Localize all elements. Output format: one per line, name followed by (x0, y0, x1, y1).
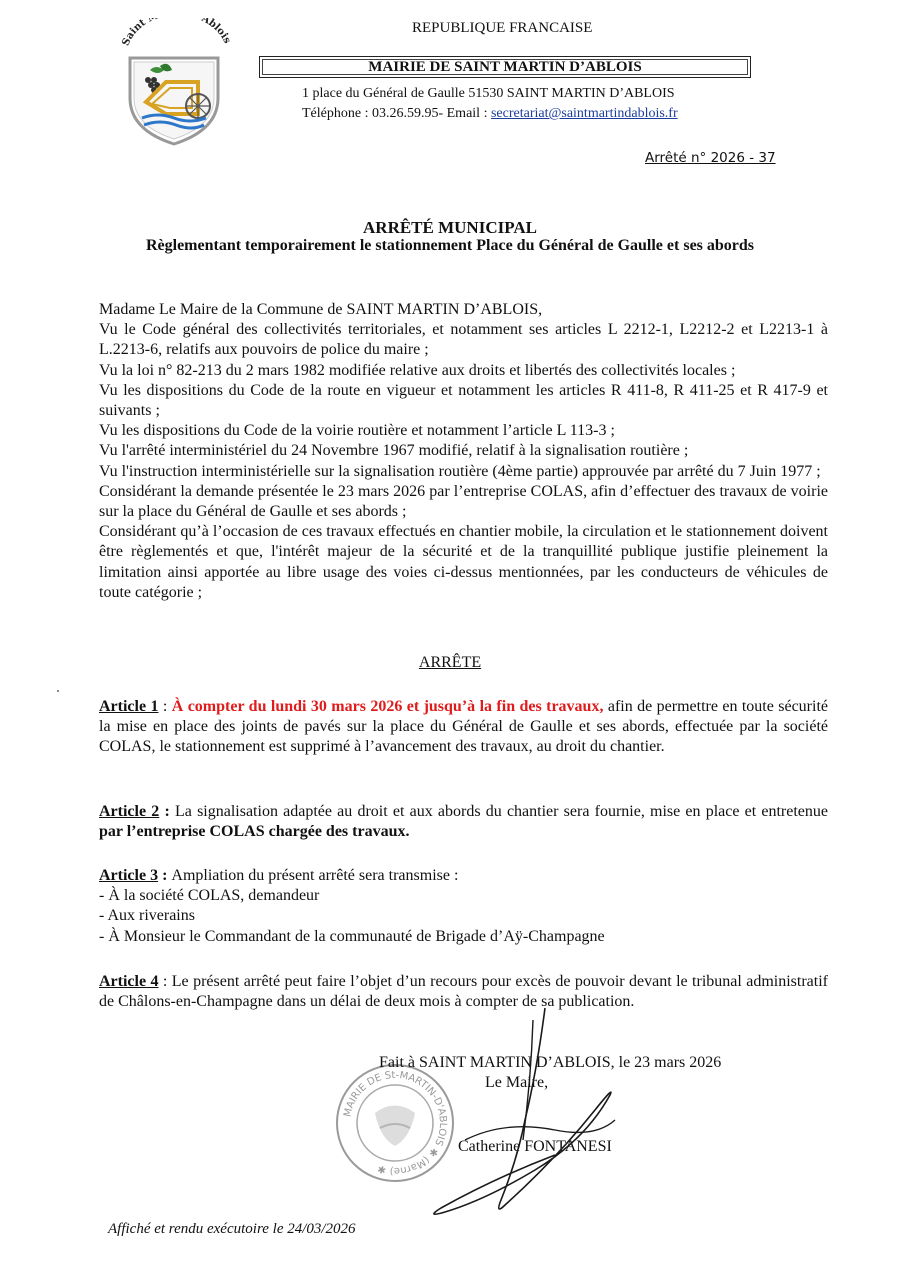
article-3-text: Ampliation du présent arrêté sera transmise : (171, 867, 459, 884)
mairie-address: 1 place du Général de Gaulle 51530 SAINT MARTIN D’ABLOIS (302, 86, 675, 101)
article-4-label: Article 4 (99, 973, 159, 990)
phone-text: Téléphone : 03.26.59.95- Email : (302, 106, 491, 121)
preamble-line: Vu les dispositions du Code de la voirie routière et notamment l’article L 113-3 ; (99, 422, 615, 440)
page-subtitle: Règlementant temporairement le stationnement Place du Général de Gaulle et ses abords (145, 237, 755, 254)
arrete-heading: ARRÊTE (418, 654, 482, 671)
preamble-line: Vu la loi n° 82-213 du 2 mars 1982 modifiée relative aux droits et libertés des collectivités locales ; (99, 361, 736, 379)
article-3 (99, 866, 828, 947)
arrete-number: Arrêté n° 2026 - 37 (645, 150, 776, 166)
list-item: - À la société COLAS, demandeur (99, 887, 320, 905)
town-logo (112, 18, 236, 148)
article-2-label: Article 2 (99, 803, 160, 820)
preamble-line: Vu l'instruction interministérielle sur la signalisation routière (4ème partie) approuvée par arrêté du 7 Juin 1977 ; (99, 462, 821, 480)
article-1-sep: : (158, 698, 172, 715)
article-3-label: Article 3 (99, 867, 159, 884)
svg-text:MAIRIE DE St-MARTIN-D'ABLOIS ✱: MAIRIE DE St-MARTIN-D'ABLOIS ✱ (Marne) ✱ (342, 1069, 449, 1177)
preamble-line: Considérant qu’à l’occasion de ces travaux effectués en chantier mobile, la circulation et le stationnement doivent être règlementés et que, l'intérêt majeur de la sécurité et de la tranquillité publique justifie pleinement la limitation ainsi apportée au libre usage des voies ci-dessus mentionnées, par les conducteurs de véhicules de toute catégorie ; (99, 523, 828, 601)
article-2-text: La signalisation adaptée au droit et aux abords du chantier sera fournie, mise en place et entretenue (175, 803, 829, 820)
email-link[interactable]: secretariat@saintmartindablois.fr (490, 106, 678, 121)
signature-place-date: Fait à SAINT MARTIN D’ABLOIS, le 23 mars 2026 (379, 1054, 722, 1071)
signature-role: Le Maire, (485, 1074, 549, 1091)
article-1-highlight: À compter du lundi 30 mars 2026 et jusqu’à la fin des travaux, (171, 698, 604, 715)
scan-speck (57, 690, 59, 692)
mairie-banner: MAIRIE DE SAINT MARTIN D’ABLOIS (259, 56, 751, 78)
handwritten-signature (405, 1000, 655, 1225)
list-item: - Aux riverains (99, 907, 195, 925)
list-item: - À Monsieur le Commandant de la communauté de Brigade d’Aÿ-Champagne (99, 927, 605, 945)
footer-affiche: Affiché et rendu exécutoire le 24/03/2026 (108, 1221, 356, 1237)
preamble (99, 300, 828, 603)
article-2-bold: par l’entreprise COLAS chargée des travaux. (99, 823, 410, 841)
article-4-text: Le présent arrêté peut faire l’objet d’un recours pour excès de pouvoir devant le tribunal administratif de Châlons-en-Champagne dans un délai de deux mois à compter de sa publication. (99, 973, 828, 1011)
mairie-contact (302, 106, 678, 122)
republic-heading: REPUBLIQUE FRANCAISE (412, 20, 593, 36)
article-3-sep: : (158, 867, 172, 884)
preamble-line: Considérant la demande présentée le 23 mars 2026 par l’entreprise COLAS, afin d’effectuer des travaux de voirie sur la place du Général de Gaulle et ses abords ; (99, 482, 828, 521)
article-1-text: afin de permettre en toute sécurité la mise en place des joints de pavés sur la place du Général de Gaulle et ses abords, effectuée par la société COLAS, le stationnement est supprimé à l’avancement des travaux, au droit du chantier. (99, 698, 828, 756)
preamble-line: Vu le Code général des collectivités territoriales, et notamment ses articles L 2212-1, L2212-2 et L2213-1 à L.2213-6, relatifs aux pouvoirs de police du maire ; (99, 321, 828, 359)
preamble-line: Vu les dispositions du Code de la route en vigueur et notamment les articles R 411-8, R 411-25 et R 417-9 et suivants ; (99, 381, 828, 420)
signature-name: Catherine FONTANESI (458, 1138, 612, 1155)
preamble-line: Vu l'arrêté interministériel du 24 Novembre 1967 modifié, relatif à la signalisation routière ; (99, 442, 689, 460)
svg-text:Saint Martin D'Ablois: Saint Ablois (120, 18, 233, 48)
article-1 (99, 697, 828, 758)
preamble-line: Madame Le Maire de la Commune de SAINT MARTIN D’ABLOIS, (99, 301, 543, 318)
article-4-sep: : (158, 973, 172, 990)
article-1-label: Article 1 (99, 698, 159, 715)
article-2 (99, 802, 828, 842)
page-title: ARRÊTÉ MUNICIPAL (363, 218, 537, 237)
article-2-sep: : (159, 803, 175, 820)
